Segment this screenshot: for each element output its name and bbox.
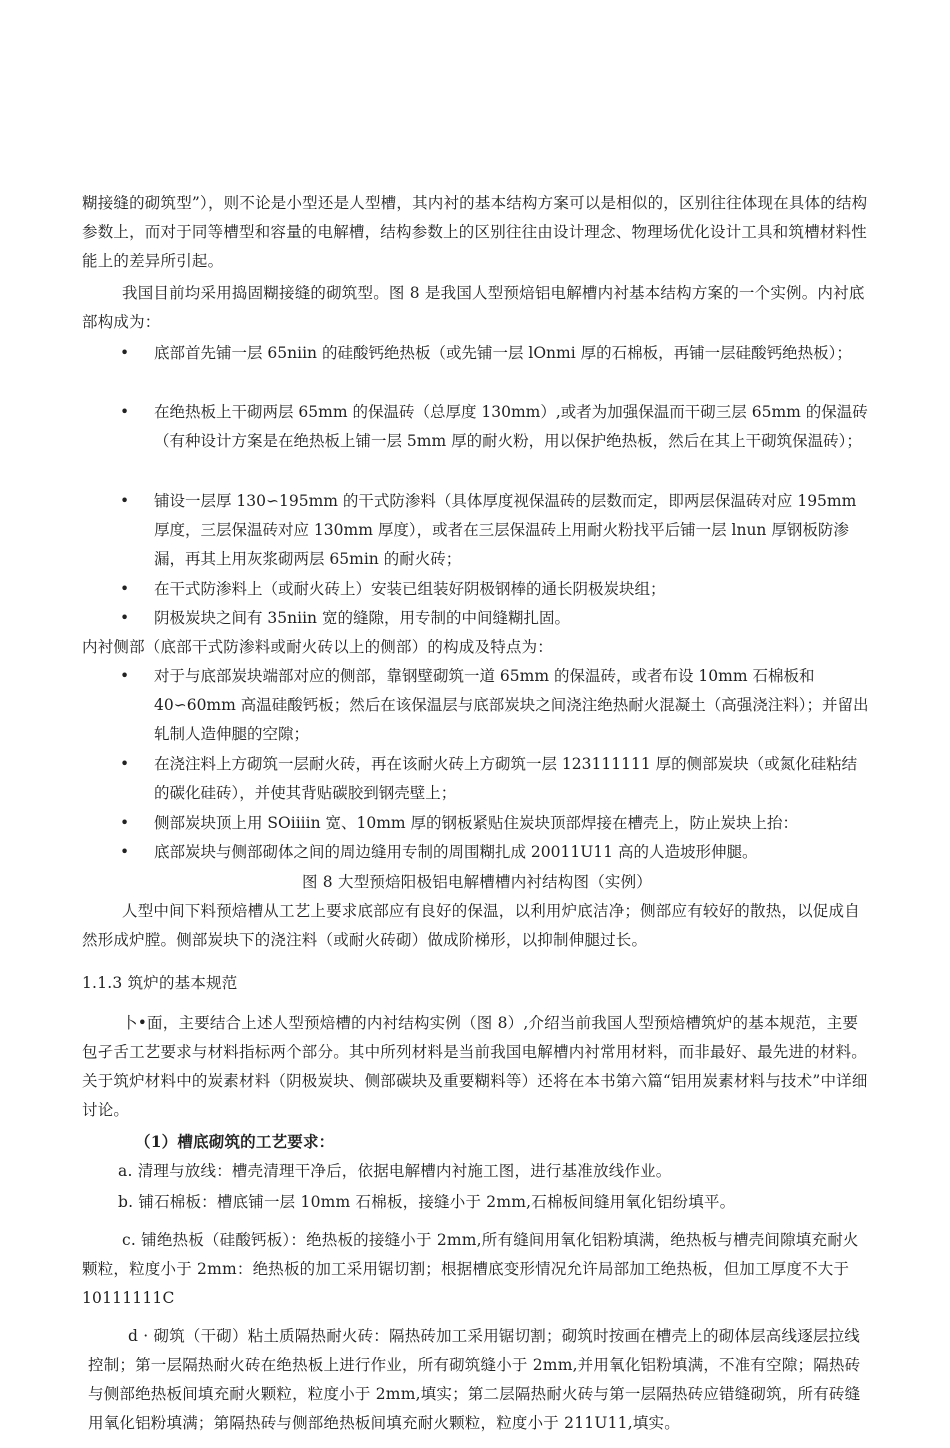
bullet-marker: • <box>120 492 130 510</box>
bullet-marker: • <box>120 580 130 598</box>
bottom-bullet-5 <box>82 604 872 633</box>
bullet-text: 阴极炭块之间有 35niin 宽的缝隙，用专制的中间缝糊扎固。 <box>154 609 570 627</box>
figure-caption: 图 8 大型预焙阳极铝电解槽槽内衬结构图（实例） <box>301 873 653 891</box>
bullet-marker: • <box>120 403 130 421</box>
section-heading: 1.1.3 筑炉的基本规范 <box>82 974 238 992</box>
bullet-text: 对于与底部炭块端部对应的侧部，靠钢壁砌筑一道 65mm 的保温砖，或者布设 10mm 石棉板和 40∽60mm 高温硅酸钙板；然后在该保温层与底部炭块之间浇注绝热耐火混凝土（高强浇注料）；并留出轧制人造伸腿的空隙； <box>154 667 869 743</box>
bullet-marker: • <box>120 667 130 685</box>
bullet-marker: • <box>120 755 130 773</box>
paragraph-2: 我国目前均采用捣固糊接缝的砌筑型。图 8 是我国人型预焙铝电解槽内衬基本结构方案的一个实例。内衬底部构成为： <box>82 284 865 331</box>
paragraph-4: 人型中间下料预焙槽从工艺上要求底部应有良好的保温，以利用炉底洁净；侧部应有较好的散热，以促成自然形成炉膛。侧部炭块下的浇注料（或耐火砖砌）做成阶梯形，以抑制伸腿过长。 <box>82 902 860 949</box>
paragraph-5: 卜•面，主要结合上述人型预焙槽的内衬结构实例（图 8）,介绍当前我国人型预焙槽筑炉的基本规范，主要包孑舌工艺要求与材料指标两个部分。其中所列材料是当前我国电解槽内衬常用材料，而非最好、最先进的材料。关于筑炉材料中的炭素材料（阴极炭块、侧部碳块及重要糊料等）还将在本书第六篇“铝用炭素材料与技术”中详细讨论。 <box>82 1014 868 1119</box>
bullet-text: 在干式防渗料上（或耐火砖上）安装已组装好阴极钢棒的通长阴极炭块组； <box>154 580 666 598</box>
side-bullet-2 <box>82 750 872 808</box>
bottom-bullet-3 <box>82 487 872 574</box>
item-d: d · 砌筑（干砌）粘土质隔热耐火砖：隔热砖加工采用锯切割；砌筑时按画在槽壳上的砌体层高线逐层拉线控制；第一层隔热耐火砖在绝热板上进行作业，所有砌筑缝小于 2mm,并用氧化铝粉填满，不准有空隙；隔热砖与侧部绝热板间填充耐火颗粒，粒度小于 2mm,填实；第二层隔热耐火砖与第一层隔热砖应错缝砌筑，所有砖缝用氧化铝粉填满；第隔热砖与侧部绝热板间填充耐火颗粒，粒度小于 211U11,填实。 <box>88 1327 861 1432</box>
bullet-marker: • <box>120 814 130 832</box>
bullet-text: 底部首先铺一层 65niin 的硅酸钙绝热板（或先铺一层 lOnmi 厚的石棉板，再铺一层硅酸钙绝热板）； <box>154 344 852 362</box>
item-c: c. 铺绝热板（硅酸钙板）：绝热板的接缝小于 2mm,所有缝间用氧化铝粉填满，绝热板与槽壳间隙填充耐火颗粒，粒度小于 2mm：绝热板的加工采用锯切割；根据槽底变形情况允许局部加工绝热板，但加工厚度不大于 10111111C <box>82 1231 859 1307</box>
item-b: b. 铺石棉板：槽底铺一层 10mm 石棉板，接缝小于 2mm,石棉板间缝用氧化铝纷填平。 <box>118 1193 736 1211</box>
paragraph-3: 内衬侧部（底部干式防渗料或耐火砖以上的侧部）的构成及特点为： <box>82 638 554 656</box>
bullet-text: 铺设一层厚 130∽195mm 的干式防渗料（具体厚度视保温砖的层数而定，即两层保温砖对应 195mm 厚度，三层保温砖对应 130mm 厚度），或者在三层保温砖上用耐火粉找平后铺一层 lnun 厚钢板防渗漏，再其上用灰浆砌两层 65min 的耐火砖； <box>154 492 857 568</box>
side-bullet-3 <box>82 809 872 838</box>
bullet-marker: • <box>120 344 130 362</box>
bottom-bullet-4 <box>82 575 872 604</box>
bottom-bullet-1 <box>82 339 872 368</box>
paragraph-1: 糊接缝的砌筑型”），则不论是小型还是人型槽，其内衬的基本结构方案可以是相似的，区别往往体现在具体的结构参数上，而对于同等槽型和容量的电解槽，结构参数上的区别往往由设计理念、物理场优化设计工具和筑槽材料性能上的差异所引起。 <box>82 194 868 270</box>
bullet-text: 在绝热板上干砌两层 65mm 的保温砖（总厚度 130mm）,或者为加强保温而干砌三层 65mm 的保温砖（有种设计方案是在绝热板上铺一层 5mm 厚的耐火粉，用以保护绝热板，然后在其上干砌筑保温砖）； <box>154 403 868 450</box>
bullet-text: 在浇注料上方砌筑一层耐火砖，再在该耐火砖上方砌筑一层 123111111 厚的侧部炭块（或氮化硅粘结的碳化硅砖），并使其背贴碳胶到钢壳壁上； <box>154 755 858 802</box>
bottom-bullet-2 <box>82 398 872 456</box>
bullet-marker: • <box>120 843 130 861</box>
side-bullet-1 <box>82 662 872 749</box>
bullet-marker: • <box>120 609 130 627</box>
side-bullet-4 <box>82 838 872 867</box>
sub-heading: （1）槽底砌筑的工艺要求： <box>135 1132 335 1151</box>
item-a: a. 清理与放线：槽壳清理干净后，依据电解槽内衬施工图，进行基准放线作业。 <box>118 1162 672 1180</box>
bullet-text: 底部炭块与侧部砌体之间的周边缝用专制的周围糊扎成 20011U11 高的人造坡形伸腿。 <box>154 843 758 861</box>
bullet-text: 侧部炭块顶上用 SOiiiin 宽、10mm 厚的钢板紧贴住炭块顶部焊接在槽壳上，防止炭块上抬： <box>154 814 799 832</box>
